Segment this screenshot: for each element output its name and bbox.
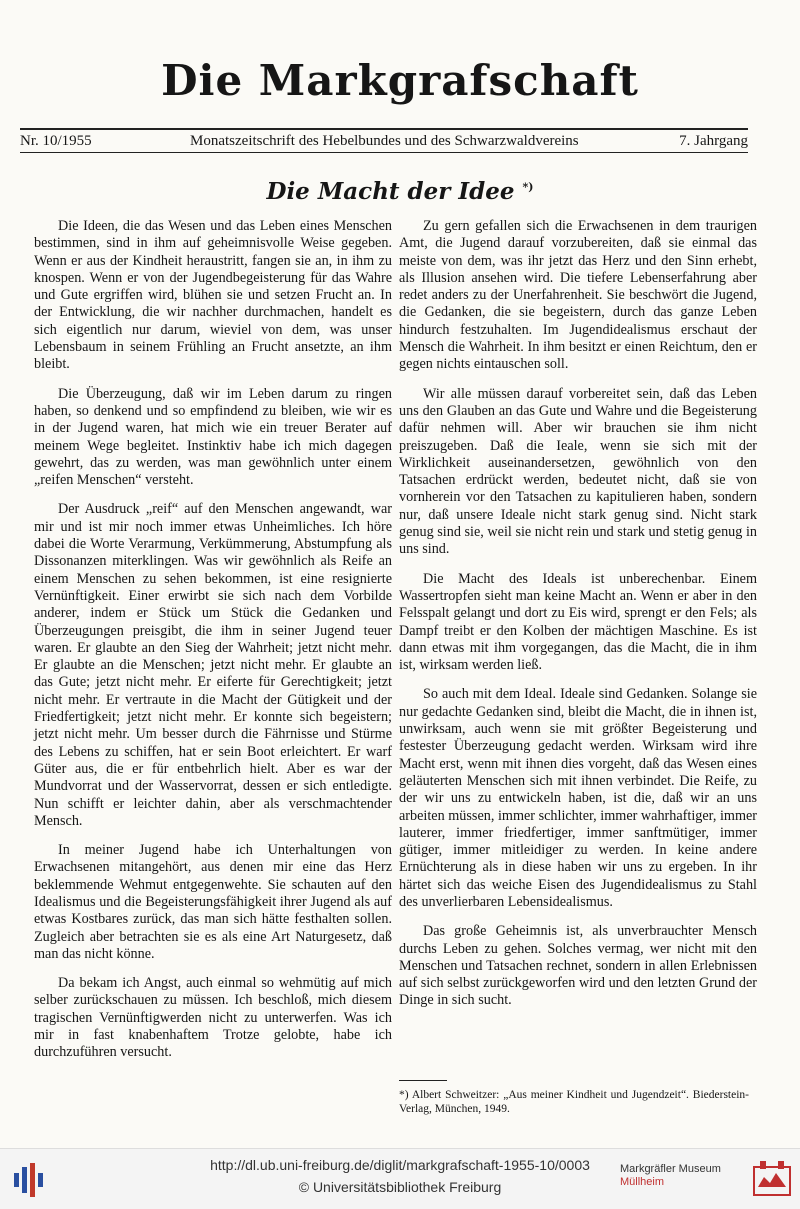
museum-name-line2: Müllheim bbox=[620, 1176, 665, 1188]
paragraph: In meiner Jugend habe ich Unterhaltungen von Erwachsenen mitangehört, aus denen mir eine das Herz beklemmende Wehmut entgegenwehte. Sie schauten auf den Idealismus und die Begeisterungsfähigkeit ihrer Jugend als auf etwas Kostbares zurück, das man sich hätte festhalten sollen. Zugleich aber betrachten sie es als eine Art Naturgesetz, daß man das nicht könne. bbox=[34, 842, 392, 962]
paragraph: Da bekam ich Angst, auch einmal so wehmütig auf mich selber zurückschauen zu müssen. Ich beschloß, mich diesem tragischen Vernünftigwerden nicht zu unterwerfen. Was ich mir in fast knabenhaftem Trotze gelobte, habe ich durchzuführen versucht. bbox=[34, 975, 392, 1061]
document-url-link[interactable]: http://dl.ub.uni-freiburg.de/diglit/markgrafschaft-1955-10/0003 bbox=[210, 1157, 590, 1173]
footnote-marker: *) bbox=[522, 180, 534, 194]
viewer-footer bbox=[0, 1148, 800, 1209]
masthead-subline bbox=[20, 128, 748, 153]
article-title bbox=[0, 178, 800, 205]
paragraph: Das große Geheimnis ist, als unverbrauchter Mensch durchs Leben zu gehen. Solches vermag, wer nicht mit den Menschen und Tatsachen rechnet, sondern in allen Erlebnissen auf sich selbst zurückgeworfen wird und den letzten Grund der Dinge in sich sucht. bbox=[399, 923, 757, 1009]
volume-label: 7. Jahrgang bbox=[679, 133, 748, 149]
footnote-divider bbox=[399, 1080, 447, 1081]
copyright-notice: © Universitätsbibliothek Freiburg bbox=[298, 1179, 502, 1195]
paragraph: Die Macht des Ideals ist unberechenbar. Einem Wassertropfen sieht man keine Macht an. Wenn er aber in den Felsspalt gelangt und dort zu Eis wird, sprengt er den Fels; als Dampf treibt er den Kolben der mächtigen Maschine. Es ist dann etwas mit ihm vorgegangen, das die Macht, die in ihm ist, wirksam werden ließ. bbox=[399, 570, 757, 674]
paragraph: Die Überzeugung, daß wir im Leben darum zu ringen haben, so denkend und so empfindend zu bleiben, wie wir es in der Jugend waren, hat mich wie ein treuer Berater auf meinem Wege begleitet. Instinktiv habe ich mich dagegen gewehrt, das zu werden, was man gewöhnlich unter einem „reifen Menschen“ versteht. bbox=[34, 385, 392, 489]
paragraph: Zu gern gefallen sich die Erwachsenen in dem traurigen Amt, die Jugend darauf vorzubereiten, daß sie einmal das meiste von dem, was ihr jetzt das Herz und den Sinn erhebt, als Illusion ansehen wird. Die tiefere Lebenserfahrung aber redet anders zu der Unerfahrenheit. Sie beschwört die Jugend, die Gedanken, die sie begeistern, durch das ganze Leben hindurch festzuhalten. Im Jugendidealismus erschaut der Mensch die Wahrheit. In ihm besitzt er einen Reichtum, den er gegen nichts eintauschen soll. bbox=[399, 218, 757, 373]
paragraph: Der Ausdruck „reif“ auf den Menschen angewandt, war mir und ist mir noch immer etwas Unheimliches. Ich höre dabei die Worte Verarmung, Verkümmerung, Abstumpfung als Dissonanzen miterklingen. Was wir gewöhnlich als Reife an einem Menschen zu sehen bekommen, ist eine resignierte Vernünftigkeit. Einer erwirbt sie sich nach dem Vorbilde anderer, indem er Stück um Stück die Gedanken und Überzeugungen preisgibt, die ihm in seiner Jugend teuer waren. Er glaubte an den Sieg der Wahrheit; jetzt nicht mehr. Er glaubte an die Menschen; jetzt nicht mehr. Er glaubte an das Gute; jetzt nicht mehr. Er eiferte für Gerechtigkeit; jetzt nicht mehr. Er vertraute in die Macht der Gütigkeit und der Friedfertigkeit; jetzt nicht mehr. Er konnte sich begeistern; jetzt nicht mehr. Um besser durch die Fährnisse und Stürme des Lebens zu schiffen, hat er sein Boot erleichtert. Er warf Güter aus, die er für entbehrlich hielt. Aber es war der Mundvorrat und der Wasservorrat, dessen er sich entledigte. Nun schifft er leichter dahin, aber als verschmachtender Mensch. bbox=[34, 501, 392, 829]
publication-subtitle: Monatszeitschrift des Hebelbundes und des Schwarzwaldvereins bbox=[190, 133, 579, 149]
museum-name bbox=[620, 1163, 721, 1189]
issue-number: Nr. 10/1955 bbox=[20, 133, 92, 149]
paragraph: Wir alle müssen darauf vorbereitet sein, daß das Leben uns den Glauben an das Gute und Wahre und die Begeisterung dafür nehmen will. Aber wir brauchen sie ihm nicht preiszugeben. Daß die Ieale, wenn sie sich mit der Wirklichkeit auseinandersetzen, gewöhnlich von den Tatsachen erdrückt werden, bedeutet nicht, daß sie von vornherein vor den Tatsachen zu kapitulieren haben, sondern nur, daß unsere Ideale nicht stark genug sind. Nicht stark genug sind sie, weil sie nicht rein und stark und stetig genug in uns sind. bbox=[399, 385, 757, 558]
paragraph: So auch mit dem Ideal. Ideale sind Gedanken. Solange sie nur gedachte Gedanken sind, bleibt die Macht, die in ihnen ist, unwirksam, auch wenn sie mit größter Begeisterung und festester Überzeugung gedacht werden. Wirksam wird ihre Macht erst, wenn mit ihnen dies vorgeht, daß das Wesen eines geläuterten Menschen sich mit ihnen verbindet. Die Reife, zu der wir uns zu entwickeln haben, ist die, daß wir an uns arbeiten müssen, immer schlichter, immer wahrhaftiger, immer lauterer, immer friedfertiger, immer sanftmütiger, immer gütiger, immer mitleidiger zu werden. In keine andere Ernüchterung als in diese haben wir uns zu ergeben. In ihr härtet sich das weiche Eisen des Jugendidealismus zu Stahl des unverlierbaren Lebensidealismus. bbox=[399, 686, 757, 910]
masthead-title: Die Markgrafschaft bbox=[161, 56, 639, 105]
footnote: *) Albert Schweitzer: „Aus meiner Kindheit und Jugendzeit“. Biederstein-Verlag, München, 1949. bbox=[399, 1089, 749, 1115]
right-column bbox=[399, 218, 757, 1022]
left-column bbox=[34, 218, 392, 1074]
museum-name-line1: Markgräfler Museum bbox=[620, 1163, 721, 1175]
museum-logo-icon bbox=[750, 1157, 794, 1201]
article-title-text: Die Macht der Idee bbox=[266, 178, 515, 205]
paragraph: Die Ideen, die das Wesen und das Leben eines Menschen bestimmen, sind in ihm auf geheimnisvolle Weise gegeben. Wenn er aus der Kindheit heraustritt, fangen sie an, in ihm zu knospen. Wenn er von der Jugendbegeisterung für das Wahre und Gute ergriffen wird, blühen sie und setzen Frucht an. In der Entwicklung, die wir nachher durchmachen, handelt es sich eigentlich nur darum, wieviel von dem, was unser Lebensbaum in seinem Frühling an Frucht ansetzte, an ihm bleibt. bbox=[34, 218, 392, 373]
